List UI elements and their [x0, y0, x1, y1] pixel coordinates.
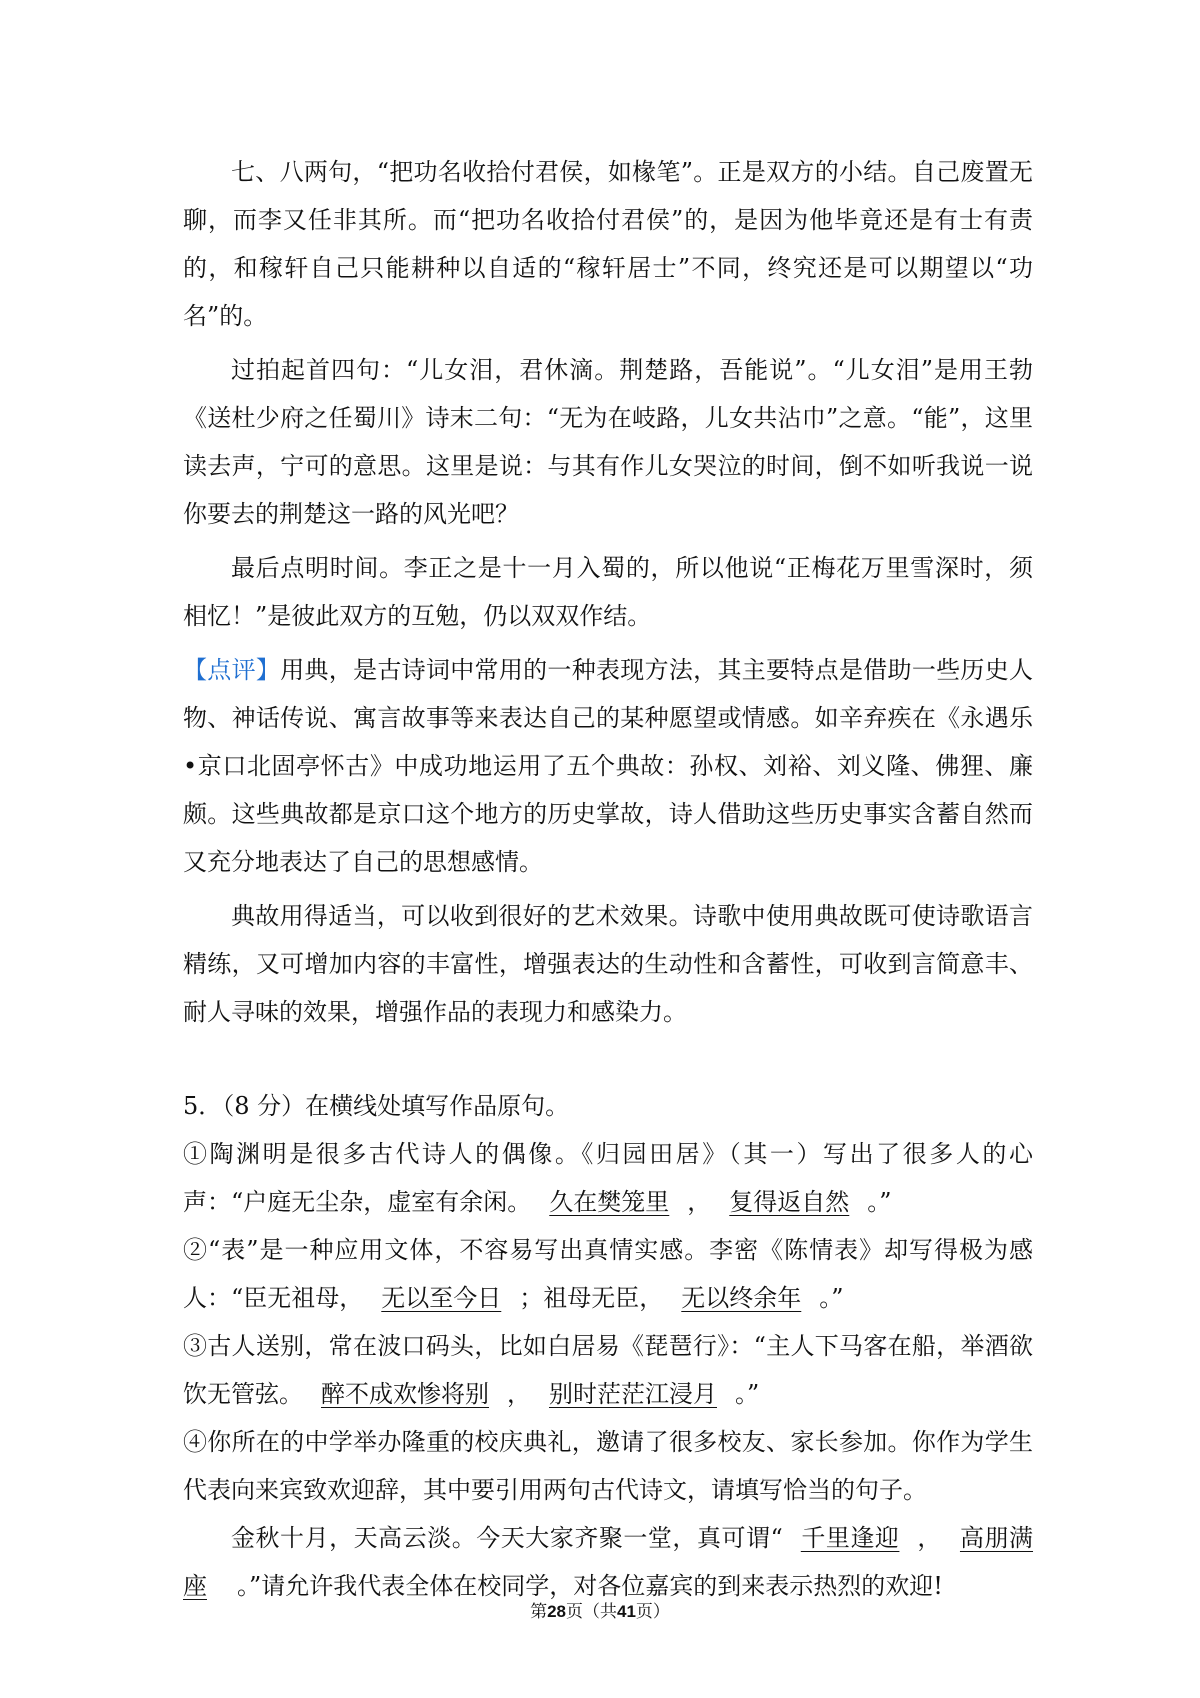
footer-page-number: 28: [547, 1602, 566, 1621]
comment-paragraph-1: [183, 646, 1033, 886]
comment-paragraph-2: 典故用得适当，可以收到很好的艺术效果。诗歌中使用典故既可使诗歌语言精练，又可增加内容的丰富性，增强表达的生动性和含蓄性，可收到言简意丰、耐人寻味的效果，增强作品的表现力和感染力。: [183, 902, 1033, 1026]
page-content: [183, 148, 1033, 1610]
item-2-answer-1: 无以至今日: [381, 1284, 502, 1312]
item-4-end: 。”请允许我代表全体在校同学，对各位嘉宾的到来表示热烈的欢迎!: [237, 1572, 943, 1600]
item-4-answer-2: 高朋满座: [183, 1524, 1034, 1600]
item-2-prompt: ②“表”是一种应用文体，不容易写出真情实感。李密《陈情表》却写得极为感人：“臣无祖母，: [183, 1236, 1033, 1312]
analysis-paragraph-2: 过拍起首四句：“儿女泪，君休滴。荆楚路，吾能说”。“儿女泪”是用王勃《送杜少府之任蜀川》诗末二句：“无为在岐路，儿女共沾巾”之意。“能”，这里读去声，宁可的意思。这里是说：与其有作儿女哭泣的时间，倒不如听我说一说你要去的荆楚这一路的风光吧？: [183, 356, 1033, 528]
item-4-answer-paragraph: [183, 1514, 1033, 1610]
item-4-answer-1: 千里逢迎: [800, 1524, 900, 1552]
item-1-end: 。”: [867, 1188, 892, 1216]
question-item-2: [183, 1226, 1033, 1322]
comment-text-1: 用典，是古诗词中常用的一种表现方法，其主要特点是借助一些历史人物、神话传说、寓言故事等来表达自己的某种愿望或情感。如辛弃疾在《永遇乐•京口北固亭怀古》中成功地运用了五个典故：孙权、刘裕、刘义隆、佛狸、廉颇。这些典故都是京口这个地方的历史掌故，诗人借助这些历史事实含蓄自然而又充分地表达了自己的思想感情。: [183, 656, 1034, 876]
question-item-4: ④你所在的中学举办隆重的校庆典礼，邀请了很多校友、家长参加。你作为学生代表向来宾致欢迎辞，其中要引用两句古代诗文，请填写恰当的句子。: [183, 1428, 1033, 1504]
item-1-answer-2: 复得返自然: [729, 1188, 850, 1216]
item-1-answer-1: 久在樊笼里: [549, 1188, 670, 1216]
item-4-prompt: 金秋十月，天高云淡。今天大家齐聚一堂，真可谓“: [231, 1524, 783, 1552]
question-item-1: [183, 1130, 1033, 1226]
footer-total-pages: 41: [617, 1602, 636, 1621]
item-1-prompt: ①陶渊明是很多古代诗人的偶像。《归园田居》（其一）写出了很多人的心声：“户庭无尘杂，虚室有余闲。: [183, 1140, 1033, 1216]
analysis-paragraph-3: 最后点明时间。李正之是十一月入蜀的，所以他说“正梅花万里雪深时，须相忆！”是彼此双方的互勉，仍以双双作结。: [183, 554, 1033, 630]
question-item-3: [183, 1322, 1033, 1418]
footer-prefix: 第: [530, 1602, 548, 1622]
item-1-separator: ，: [687, 1188, 712, 1216]
analysis-paragraph-1: 七、八两句，“把功名收拾付君侯，如椽笔”。正是双方的小结。自己废置无聊，而李又任非其所。而“把功名收拾付君侯”的，是因为他毕竟还是有士有责的，和稼轩自己只能耕种以自适的“稼轩居士”不同，终究还是可以期望以“功名”的。: [183, 158, 1033, 330]
page-footer: [0, 1600, 1200, 1624]
footer-middle: 页（共: [566, 1602, 617, 1622]
item-3-prompt: ③古人送别，常在波口码头，比如白居易《琵琶行》：“主人下马客在船，举酒欲饮无管弦。: [183, 1332, 1033, 1408]
item-3-separator: ，: [507, 1380, 531, 1408]
item-3-answer-2: 别时茫茫江浸月: [549, 1380, 717, 1408]
comment-tag: 【点评】: [183, 656, 281, 684]
item-2-end: 。”: [819, 1284, 844, 1312]
item-3-answer-1: 醉不成欢惨将别: [321, 1380, 489, 1408]
question-title: 5．（8 分）在横线处填写作品原句。: [183, 1092, 570, 1120]
item-2-separator: ；祖母无臣，: [519, 1284, 664, 1312]
item-4-separator: ，: [917, 1524, 942, 1552]
footer-suffix: 页）: [635, 1602, 670, 1622]
item-3-end: 。”: [735, 1380, 760, 1408]
item-2-answer-2: 无以终余年: [681, 1284, 802, 1312]
